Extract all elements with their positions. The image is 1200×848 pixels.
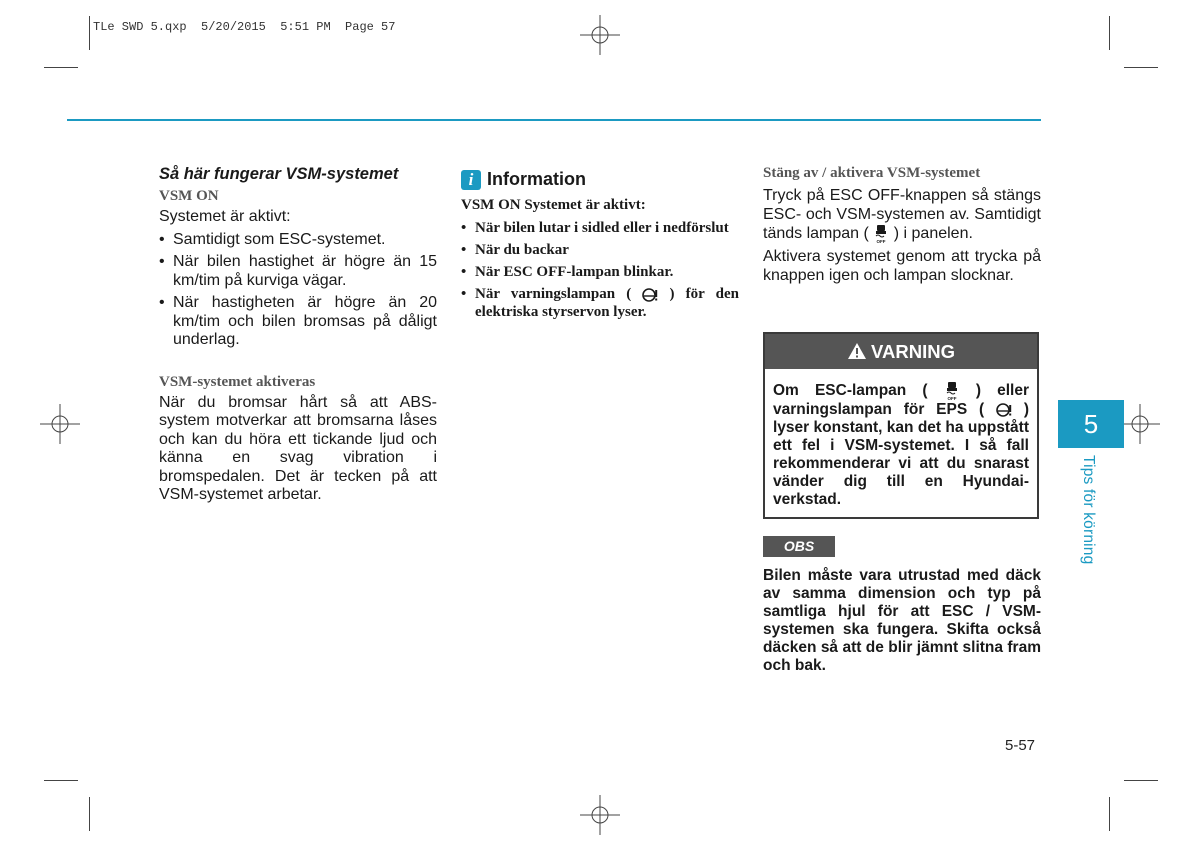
crop-mark-icon xyxy=(580,15,620,55)
section-title: Så här fungerar VSM-systemet xyxy=(159,165,399,183)
warning-title: VARNING xyxy=(871,341,955,362)
vsm-on-heading: VSM ON xyxy=(159,188,219,204)
info-title: Information xyxy=(487,169,586,189)
info-list xyxy=(461,219,739,321)
toggle-heading: Stäng av / aktivera VSM-systemet xyxy=(763,165,981,181)
list-item: • När bilen hastighet är högre än 15 km/tim på kurviga vägar. xyxy=(159,253,437,290)
print-header: TLe SWD 5.qxp 5/20/2015 5:51 PM Page 57 xyxy=(93,20,396,34)
list-item: • När du backar xyxy=(461,241,739,259)
esc-off-icon xyxy=(873,224,889,244)
info-header xyxy=(461,169,739,190)
list-item: • När varningslampan ( ) för den elektriska styrservon lyser. xyxy=(461,285,739,321)
warning-header xyxy=(765,334,1037,369)
column-right xyxy=(763,165,1041,285)
svg-text:OFF: OFF xyxy=(876,239,886,244)
column-left xyxy=(159,165,437,505)
svg-text:OFF: OFF xyxy=(947,396,957,401)
warning-triangle-icon xyxy=(847,342,867,360)
crop-mark-icon xyxy=(580,795,620,835)
warning-text: Om ESC-lampan ( OFF ) eller varningslampan för EPS ( ) lyser konstant, kan det ha uppstått ett fel i VSM-systemet. I så fall rekommenderar vi att du snarast vänder dig till en Hyundai-verkstad. xyxy=(773,382,1030,508)
info-intro: VSM ON Systemet är aktivt: xyxy=(461,197,646,213)
chapter-label: Tips för körning xyxy=(1080,455,1097,565)
obs-label: OBS xyxy=(763,536,835,557)
chapter-tab: 5 xyxy=(1058,400,1124,448)
vsm-on-list xyxy=(159,231,437,350)
warning-box xyxy=(763,332,1039,519)
list-item: • När hastigheten är högre än 20 km/tim och bilen bromsas på dåligt underlag. xyxy=(159,294,437,350)
activated-text: När du bromsar hårt så att ABS-system motverkar att bromsarna låses och kan du höra ett tickande ljud och känna en svag vibration i bromspedalen. Det är tecken på att VSM-systemet arbetar. xyxy=(159,393,437,503)
header-rule xyxy=(67,119,1041,121)
toggle-para-1: Tryck på ESC OFF-knappen så stängs ESC- och VSM-systemen av. Samtidigt tänds lampan ( OFF ) i panelen. xyxy=(763,187,1041,244)
obs-text: Bilen måste vara utrustad med däck av samma dimension och typ på samtliga hjul för att ESC / VSM-systemen ska fungera. Skifta också däcken så att de blir jämnt slitna fram och bak. xyxy=(763,567,1041,674)
list-item: • När ESC OFF-lampan blinkar. xyxy=(461,263,739,281)
crop-mark-icon xyxy=(1120,404,1160,444)
esc-off-icon xyxy=(944,381,960,401)
list-item: • Samtidigt som ESC-systemet. xyxy=(159,231,437,250)
activated-heading: VSM-systemet aktiveras xyxy=(159,373,316,390)
info-icon: i xyxy=(461,170,481,190)
page-number: 5-57 xyxy=(1005,737,1036,754)
eps-warning-icon xyxy=(642,287,658,303)
column-middle xyxy=(461,169,739,325)
crop-mark-icon xyxy=(40,404,80,444)
list-item: • När bilen lutar i sidled eller i nedförslut xyxy=(461,219,739,237)
vsm-on-intro: Systemet är aktivt: xyxy=(159,208,291,225)
toggle-para-2: Aktivera systemet genom att trycka på knappen igen och lampan slocknar. xyxy=(763,248,1041,284)
eps-warning-icon xyxy=(996,402,1012,418)
